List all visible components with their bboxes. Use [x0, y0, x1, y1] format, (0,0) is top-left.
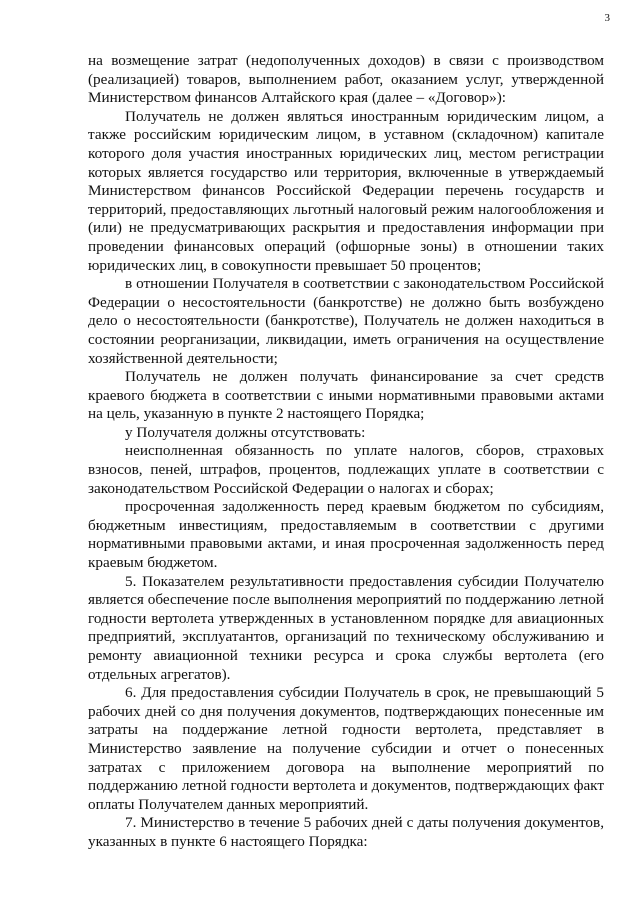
paragraph: 5. Показателем результативности предоставления субсидии Получателю является обеспечение после выполнения мероприятий по поддержанию летной годности вертолета утвержденных в установленном порядке для авиационных предприятий, эксплуатантов, организаций по техническому обслуживанию и ремонту авиационной техники ресурса и срока службы вертолета (его отдельных агрегатов). [88, 572, 604, 683]
paragraph: 7. Министерство в течение 5 рабочих дней с даты получения документов, указанных в пункте 6 настоящего Порядка: [88, 814, 604, 850]
paragraph: у Получателя должны отсутствовать: [125, 423, 366, 441]
paragraph: в отношении Получателя в соответствии с законодательством Российской Федерации о несостоятельности (банкротстве) не должно быть возбуждено дело о несостоятельности (банкротстве), Получатель не должен находиться в состоянии реорганизации, ликвидации, иметь ограничения на осуществление хозяйственной деятельности; [88, 275, 604, 367]
paragraph: неисполненная обязанность по уплате налогов, сборов, страховых взносов, пеней, штрафов, процентов, подлежащих уплате в соответствии с законодательством Российской Федерации о налогах и сборах; [88, 442, 604, 497]
paragraph: Получатель не должен являться иностранным юридическим лицом, а также российским юридическим лицом, в уставном (складочном) капитале которого доля участия иностранных юридических лиц, местом регистрации которых является государство или территория, включенные в утверждаемый Министерством финансов Российской Федерации перечень государств и территорий, предоставляющих льготный налоговый режим налогообложения и (или) не предусматривающих раскрытия и предоставления информации при проведении финансовых операций (офшорные зоны) в отношении таких юридических лиц, в совокупности превышает 50 процентов; [88, 107, 604, 274]
paragraph: на возмещение затрат (недополученных доходов) в связи с производством (реализацией) товаров, выполнением работ, оказанием услуг, утвержденной Министерством финансов Алтайского края (далее – «Договор»): [88, 52, 604, 107]
paragraph: Получатель не должен получать финансирование за счет средств краевого бюджета в соответствии с иными нормативными правовыми актами на цель, указанную в пункте 2 настоящего Порядка; [88, 368, 604, 423]
page-number: 3 [604, 12, 610, 24]
paragraph: 6. Для предоставления субсидии Получатель в срок, не превышающий 5 рабочих дней со дня получения документов, подтверждающих понесенные им затраты на поддержание летной годности вертолета, представляет в Министерство заявление на получение субсидии и отчет о понесенных затратах с приложением договора на выполнение мероприятий по поддержанию летной годности вертолета и документов, подтверждающих факт оплаты Получателем данных мероприятий. [88, 684, 604, 813]
paragraph: просроченная задолженность перед краевым бюджетом по субсидиям, бюджетным инвестициям, предоставляемым в соответствии с другими нормативными правовыми актами, и иная просроченная задолженность перед краевым бюджетом. [88, 498, 604, 572]
document-body [88, 52, 604, 852]
